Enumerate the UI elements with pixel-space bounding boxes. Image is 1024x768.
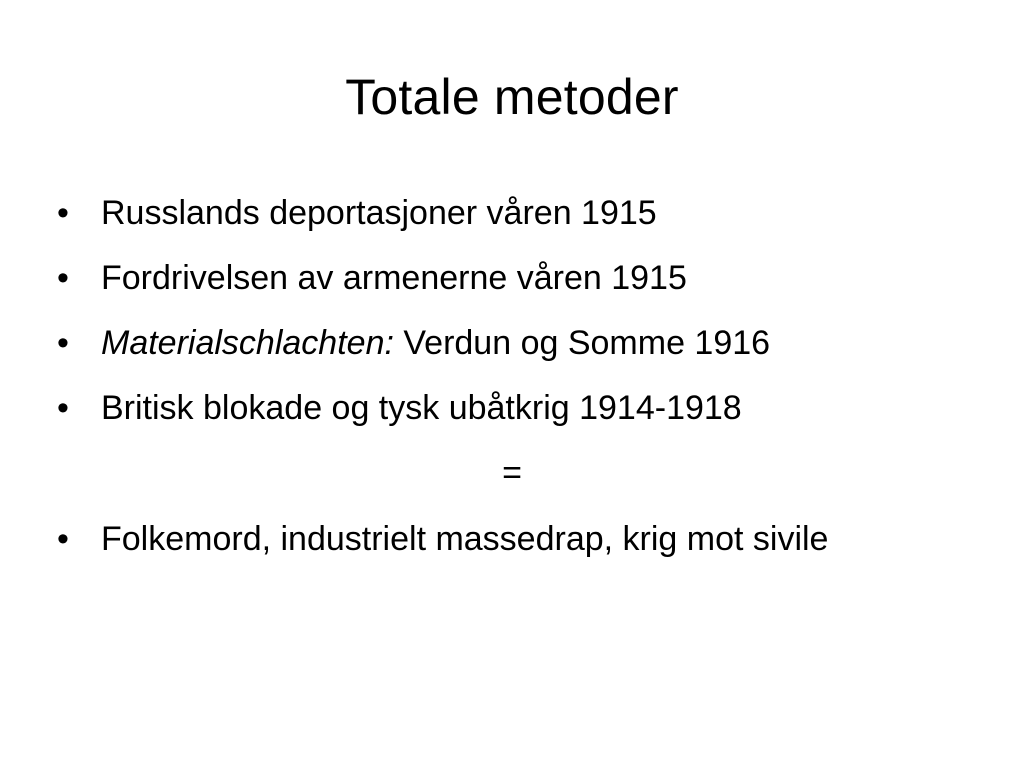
equals-sign: = [502, 454, 522, 492]
list-item-text: Verdun og Somme 1916 [393, 324, 771, 362]
list-item [56, 252, 956, 304]
list-item [56, 512, 956, 566]
bullet-icon: • [57, 259, 69, 297]
list-item [56, 187, 956, 239]
slide-title: Totale metoder [345, 69, 679, 125]
list-item-text: Russlands deportasjoner våren 1915 [101, 194, 657, 232]
bullet-icon: • [57, 194, 69, 232]
list-item-text: Britisk blokade og tysk ubåtkrig 1914-1918 [101, 389, 742, 427]
bullet-list [56, 187, 956, 579]
list-item-italic-term: Materialschlachten: [101, 324, 394, 362]
bullet-icon: • [57, 389, 69, 427]
bullet-icon: • [57, 520, 69, 558]
list-item-text: Folkemord, industrielt massedrap, krig mot sivile [101, 520, 829, 558]
list-item-text: Fordrivelsen av armenerne våren 1915 [101, 259, 687, 297]
bullet-icon: • [57, 324, 69, 362]
list-item [56, 317, 956, 369]
list-item [56, 382, 956, 434]
